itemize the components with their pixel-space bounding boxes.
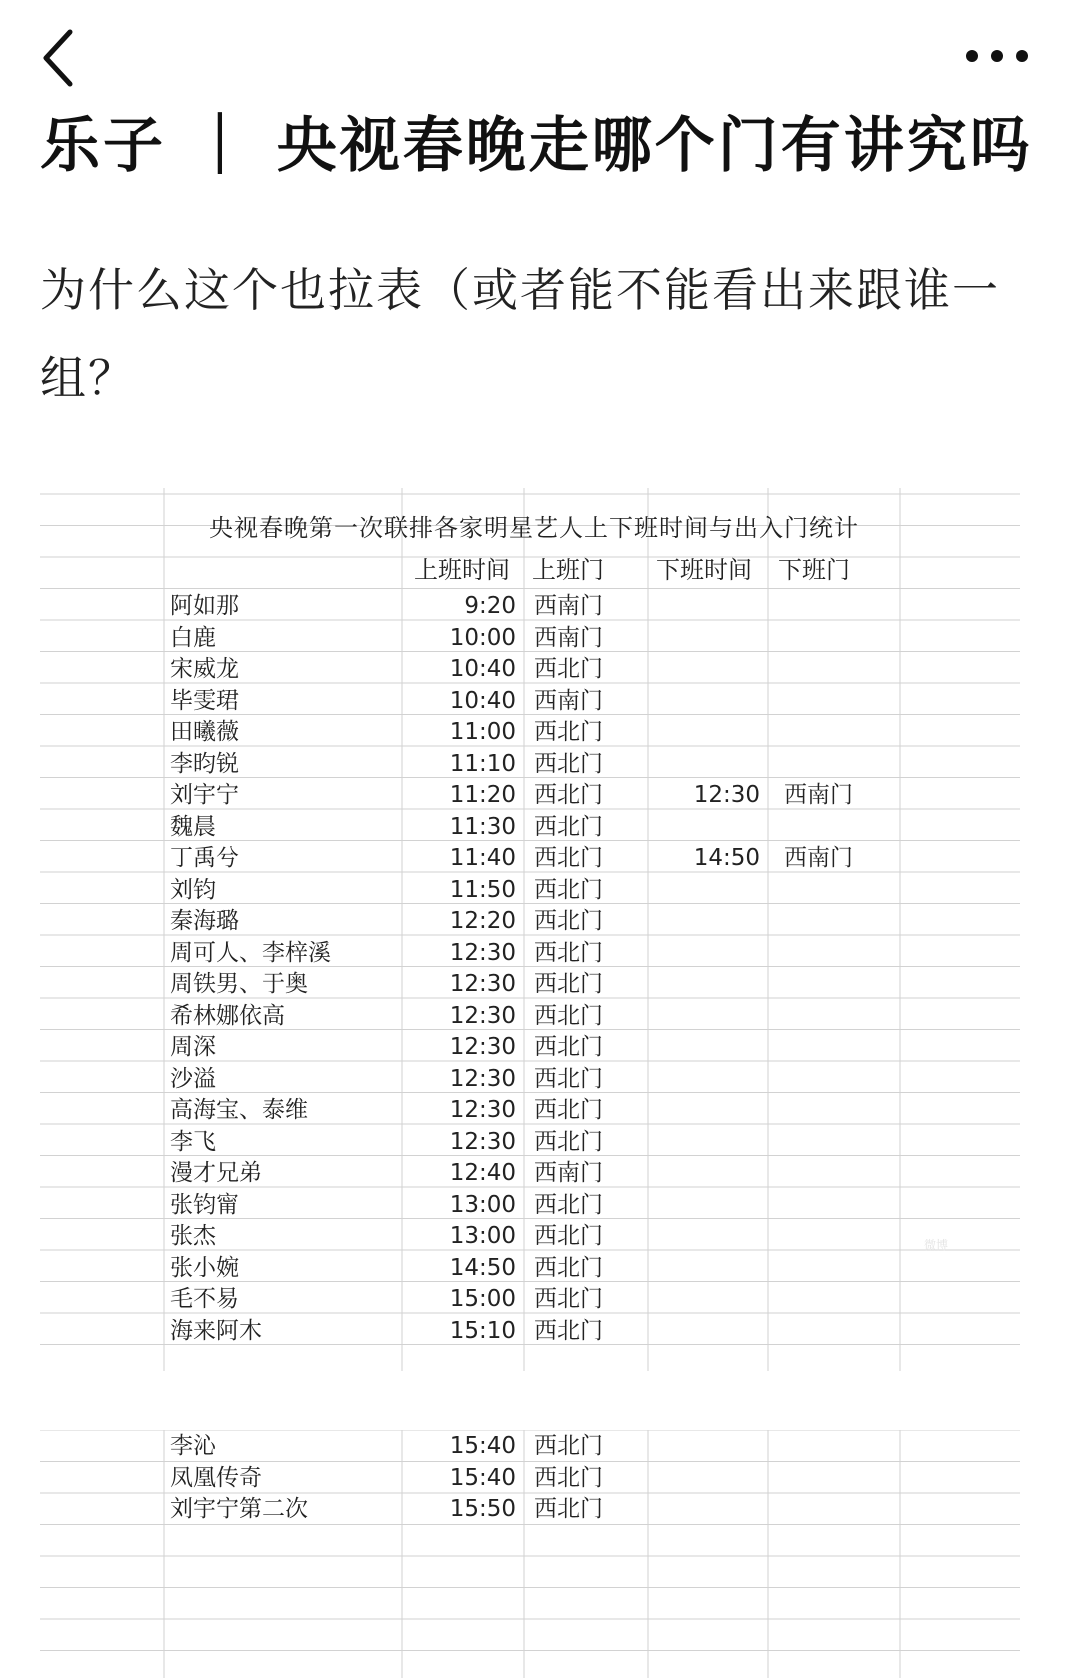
leave-time-cell <box>654 1157 760 1189</box>
table-row <box>164 1157 924 1189</box>
row-name-cell: 宋威龙 <box>170 656 239 682</box>
leave-time-cell <box>654 685 760 717</box>
leave-time-cell <box>654 1220 760 1252</box>
row-name-cell: 秦海璐 <box>170 908 239 934</box>
leave-time-cell <box>654 1000 760 1032</box>
arrive-gate-cell: 西北门 <box>534 1191 603 1218</box>
leave-time-cell <box>654 968 760 1000</box>
arrive-gate-cell: 西南门 <box>534 624 603 651</box>
row-name-cell: 张小婉 <box>170 1254 239 1281</box>
arrive-gate-cell: 西北门 <box>534 1317 603 1344</box>
more-horizontal-icon[interactable] <box>962 44 1032 68</box>
leave-gate-cell: 西南门 <box>784 782 853 808</box>
leave-gate-cell <box>784 1493 894 1525</box>
arrive-gate-cell: 西北门 <box>534 939 603 966</box>
arrive-gate-cell: 西北门 <box>534 1254 603 1281</box>
leave-gate-cell: 西南门 <box>784 845 853 871</box>
row-name-cell: 李昀锐 <box>170 750 239 777</box>
row-name-cell: 刘宇宁 <box>170 782 239 808</box>
table-row <box>164 1126 924 1158</box>
row-name-cell: 沙溢 <box>170 1065 216 1092</box>
table-row <box>164 1493 924 1525</box>
row-name-cell: 凤凰传奇 <box>170 1464 262 1491</box>
table-row <box>164 1063 924 1095</box>
row-name-cell: 刘宇宁第二次 <box>170 1496 308 1522</box>
arrive-gate-cell: 西北门 <box>534 1065 603 1092</box>
leave-time-cell <box>654 905 760 937</box>
arrive-time-cell: 15:40 <box>449 1464 516 1491</box>
leave-time-cell <box>654 1493 760 1525</box>
table-row <box>164 716 924 748</box>
leave-time-cell <box>654 1063 760 1095</box>
table-row <box>164 968 924 1000</box>
table-row <box>164 748 924 780</box>
table-row <box>164 874 924 906</box>
leave-gate-cell <box>784 1126 894 1158</box>
arrive-time-cell: 12:40 <box>449 1160 516 1186</box>
row-name-cell: 周铁男、于奥 <box>170 971 308 997</box>
table-row <box>164 1000 924 1032</box>
column-header-leave-time: 下班时间 <box>656 556 752 584</box>
table-row <box>164 842 924 874</box>
arrive-time-cell: 10:00 <box>449 624 516 651</box>
arrive-time-cell: 15:00 <box>449 1286 516 1312</box>
arrive-time-cell: 11:10 <box>449 750 516 777</box>
table-row <box>164 590 924 622</box>
table-row <box>164 779 924 811</box>
row-name-cell: 张杰 <box>170 1223 216 1249</box>
arrive-gate-cell: 西北门 <box>534 813 603 840</box>
arrive-gate-cell: 西北门 <box>534 1496 603 1522</box>
leave-time-cell: 12:30 <box>693 782 760 808</box>
leave-time-cell <box>654 1315 760 1347</box>
leave-time-cell <box>654 590 760 622</box>
leave-gate-cell <box>784 1220 894 1252</box>
arrive-gate-cell: 西北门 <box>534 971 603 997</box>
leave-gate-cell <box>784 1283 894 1315</box>
leave-time-cell: 14:50 <box>693 845 760 871</box>
table-row <box>164 1430 924 1462</box>
arrive-gate-cell: 西北门 <box>534 845 603 871</box>
leave-time-cell <box>654 748 760 780</box>
leave-time-cell <box>654 1430 760 1462</box>
row-name-cell: 魏晨 <box>170 813 216 840</box>
arrive-time-cell: 10:40 <box>449 656 516 682</box>
arrive-gate-cell: 西北门 <box>534 1286 603 1312</box>
spreadsheet-image-continued <box>40 1430 1020 1678</box>
leave-time-cell <box>654 653 760 685</box>
arrive-gate-cell: 西南门 <box>534 1160 603 1186</box>
arrive-time-cell: 15:50 <box>449 1496 516 1522</box>
arrive-time-cell: 10:40 <box>449 687 516 714</box>
row-name-cell: 李飞 <box>170 1128 216 1155</box>
arrive-gate-cell: 西南门 <box>534 593 603 619</box>
top-bar <box>0 0 1080 110</box>
arrive-time-cell: 12:30 <box>449 971 516 997</box>
row-name-cell: 希林娜依高 <box>170 1002 285 1029</box>
row-name-cell: 丁禹兮 <box>170 845 239 871</box>
arrive-time-cell: 12:20 <box>449 908 516 934</box>
leave-gate-cell <box>784 1063 894 1095</box>
leave-gate-cell <box>784 1031 894 1063</box>
leave-time-cell <box>654 811 760 843</box>
row-name-cell: 张钧甯 <box>170 1191 239 1218</box>
leave-gate-cell <box>784 1189 894 1221</box>
leave-gate-cell <box>784 716 894 748</box>
arrive-time-cell: 12:30 <box>449 1034 516 1060</box>
table-row <box>164 1283 924 1315</box>
leave-time-cell <box>654 1094 760 1126</box>
leave-time-cell <box>654 622 760 654</box>
leave-gate-cell <box>784 874 894 906</box>
row-name-cell: 毕雯珺 <box>170 687 239 714</box>
leave-gate-cell <box>784 968 894 1000</box>
leave-gate-cell <box>784 1000 894 1032</box>
post-body: 为什么这个也拉表（或者能不能看出来跟谁一组？ <box>40 263 1000 405</box>
table-row <box>164 905 924 937</box>
arrive-gate-cell: 西北门 <box>534 1097 603 1123</box>
arrive-time-cell: 12:30 <box>449 1002 516 1029</box>
leave-gate-cell <box>784 1462 894 1494</box>
table-row <box>164 622 924 654</box>
arrive-gate-cell: 西北门 <box>534 782 603 808</box>
leave-gate-cell <box>784 685 894 717</box>
arrive-time-cell: 12:30 <box>449 1097 516 1123</box>
column-header-arrive-time: 上班时间 <box>414 556 510 584</box>
row-name-cell: 白鹿 <box>170 624 216 651</box>
row-name-cell: 周深 <box>170 1034 216 1060</box>
row-name-cell: 刘钧 <box>170 876 216 903</box>
row-name-cell: 高海宝、泰维 <box>170 1097 308 1123</box>
arrive-time-cell: 15:40 <box>449 1433 516 1459</box>
leave-time-cell <box>654 1252 760 1284</box>
table-row <box>164 811 924 843</box>
arrive-time-cell: 14:50 <box>449 1254 516 1281</box>
arrive-time-cell: 15:10 <box>449 1317 516 1344</box>
table-row <box>164 1252 924 1284</box>
leave-gate-cell <box>784 1430 894 1462</box>
arrive-time-cell: 11:40 <box>449 845 516 871</box>
arrive-gate-cell: 西北门 <box>534 1433 603 1459</box>
leave-time-cell <box>654 937 760 969</box>
arrive-time-cell: 9:20 <box>464 593 516 619</box>
arrive-gate-cell: 西北门 <box>534 1128 603 1155</box>
leave-gate-cell <box>784 1252 894 1284</box>
leave-time-cell <box>654 1126 760 1158</box>
leave-gate-cell <box>784 937 894 969</box>
arrive-gate-cell: 西北门 <box>534 908 603 934</box>
sheet-title: 央视春晚第一次联排各家明星艺人上下班时间与出入门统计 <box>209 514 859 542</box>
row-name-cell: 田曦薇 <box>170 719 239 745</box>
table-row <box>164 937 924 969</box>
leave-gate-cell <box>784 590 894 622</box>
table-row <box>164 1315 924 1347</box>
arrive-gate-cell: 西北门 <box>534 1223 603 1249</box>
arrive-time-cell: 11:30 <box>449 813 516 840</box>
leave-gate-cell <box>784 811 894 843</box>
leave-gate-cell <box>784 905 894 937</box>
arrive-time-cell: 11:50 <box>449 876 516 903</box>
column-header-arrive-gate: 上班门 <box>532 556 604 584</box>
row-name-cell: 海来阿木 <box>170 1317 262 1344</box>
arrive-gate-cell: 西南门 <box>534 687 603 714</box>
arrive-time-cell: 12:30 <box>449 1128 516 1155</box>
row-name-cell: 周可人、李梓溪 <box>170 939 331 966</box>
chevron-left-icon[interactable] <box>40 28 80 88</box>
arrive-gate-cell: 西北门 <box>534 876 603 903</box>
arrive-time-cell: 12:30 <box>449 939 516 966</box>
leave-gate-cell <box>784 748 894 780</box>
arrive-gate-cell: 西北门 <box>534 719 603 745</box>
table-row <box>164 653 924 685</box>
spreadsheet-image <box>40 488 1020 1371</box>
arrive-gate-cell: 西北门 <box>534 656 603 682</box>
arrive-time-cell: 12:30 <box>449 1065 516 1092</box>
table-row <box>164 1094 924 1126</box>
table-row <box>164 685 924 717</box>
arrive-time-cell: 13:00 <box>449 1191 516 1218</box>
leave-gate-cell <box>784 1315 894 1347</box>
leave-gate-cell <box>784 622 894 654</box>
column-header-leave-gate: 下班门 <box>778 556 850 584</box>
arrive-gate-cell: 西北门 <box>534 1464 603 1491</box>
table-row <box>164 1220 924 1252</box>
arrive-gate-cell: 西北门 <box>534 1002 603 1029</box>
arrive-gate-cell: 西北门 <box>534 750 603 777</box>
row-name-cell: 李沁 <box>170 1433 216 1459</box>
leave-time-cell <box>654 1462 760 1494</box>
arrive-time-cell: 13:00 <box>449 1223 516 1249</box>
row-name-cell: 漫才兄弟 <box>170 1160 262 1186</box>
table-row <box>164 1031 924 1063</box>
leave-time-cell <box>654 716 760 748</box>
post-title: 乐子 ｜ 央视春晚走哪个门有讲究吗 <box>40 111 1033 181</box>
table-row <box>164 1462 924 1494</box>
row-name-cell: 阿如那 <box>170 593 239 619</box>
leave-time-cell <box>654 1283 760 1315</box>
leave-time-cell <box>654 1031 760 1063</box>
arrive-time-cell: 11:20 <box>449 782 516 808</box>
arrive-time-cell: 11:00 <box>449 719 516 745</box>
leave-gate-cell <box>784 1094 894 1126</box>
leave-gate-cell <box>784 1157 894 1189</box>
leave-time-cell <box>654 1189 760 1221</box>
row-name-cell: 毛不易 <box>170 1286 239 1312</box>
arrive-gate-cell: 西北门 <box>534 1034 603 1060</box>
leave-gate-cell <box>784 653 894 685</box>
leave-time-cell <box>654 874 760 906</box>
table-row <box>164 1189 924 1221</box>
watermark: 微博 <box>924 1238 949 1252</box>
